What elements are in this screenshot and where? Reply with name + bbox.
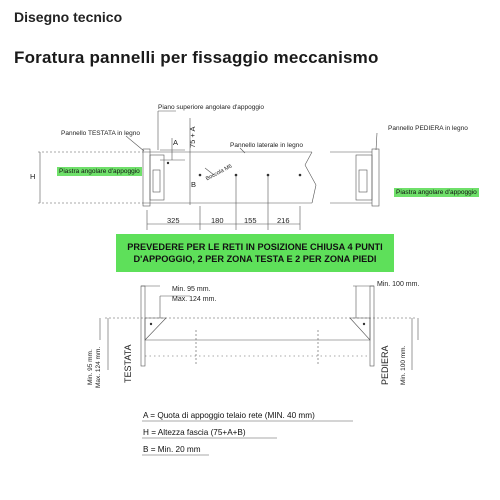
testata-post (141, 286, 145, 366)
label-pediera: Pannello PEDIERA in legno (388, 125, 468, 132)
label-piano-superiore: Piano superiore angolare d'appoggio (158, 104, 265, 111)
right-angle-plate (350, 318, 370, 340)
left-plate (150, 155, 164, 200)
section-heading: Disegno tecnico (14, 9, 123, 25)
dim-325: 325 (167, 216, 180, 225)
label-testata-side: TESTATA (123, 344, 133, 383)
label-plate-left: Piastra angolare d'appoggio (59, 168, 140, 175)
vert-max124: Max. 124 mm. (95, 346, 102, 388)
notice-line-1: PREVEDERE PER LE RETI IN POSIZIONE CHIUSA 4 PUNTI (127, 242, 383, 252)
label-pediera-side: PEDIERA (380, 345, 390, 385)
right-plate (356, 155, 372, 200)
left-angle-plate (145, 318, 166, 340)
label-plate-right: Piastra angolare d'appoggio (396, 189, 477, 196)
label-boccola: Boccola M6 (205, 163, 234, 183)
dim-216: 216 (277, 216, 290, 225)
label-max124: Max. 124 mm. (172, 296, 217, 303)
label-min100: Min. 100 mm. (377, 281, 420, 288)
label-min95: Min. 95 mm. (172, 286, 211, 293)
pediera-post (370, 286, 374, 366)
pediera-panel (372, 149, 379, 206)
legend-H: H = Altezza fascia (75+A+B) (143, 428, 246, 437)
label-testata: Pannello TESTATA in legno (61, 130, 141, 137)
legend-B: B = Min. 20 mm (143, 445, 201, 454)
page-title: Foratura pannelli per fissaggio meccanismo (14, 48, 379, 67)
testata-panel (143, 149, 150, 206)
notice-line-2: D'APPOGGIO, 2 PER ZONA TESTA E 2 PER ZONA PIEDI (133, 254, 377, 264)
notice-box (116, 234, 394, 272)
break-line (305, 152, 312, 165)
vert-min95: Min. 95 mm. (87, 349, 94, 385)
dim-155: 155 (244, 216, 257, 225)
dim-180: 180 (211, 216, 224, 225)
label-laterale: Pannello laterale in legno (230, 142, 303, 149)
dim-B: B (191, 180, 197, 189)
vert-min100: Min. 100 mm. (400, 345, 407, 385)
dim-A: A (173, 138, 179, 147)
legend-A: A = Quota di appoggio telaio rete (MIN. 40 mm) (143, 411, 315, 420)
dim-H: H (30, 172, 36, 181)
dim-75A: 75 + A (188, 126, 197, 148)
